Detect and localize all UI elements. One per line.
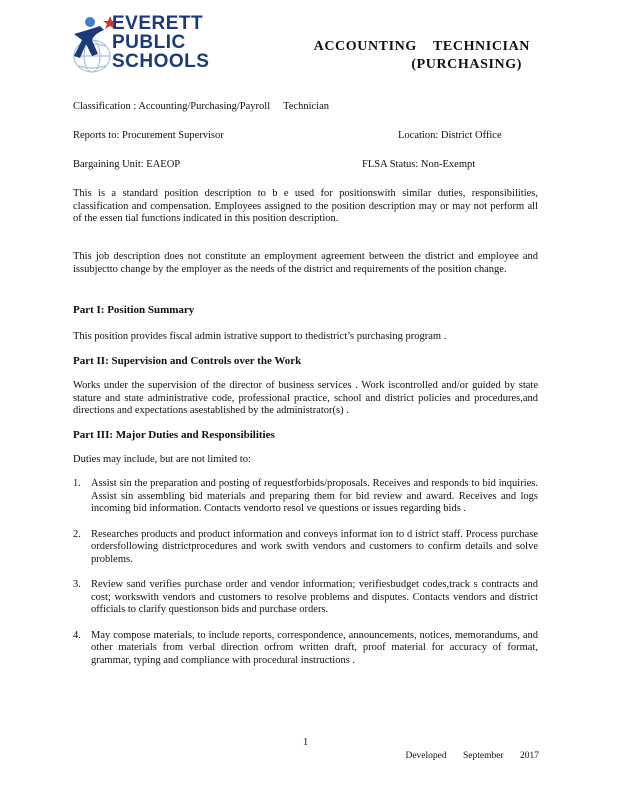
title-line-2: (PURCHASING) xyxy=(411,57,522,72)
intro-paragraph-1: This is a standard position description to b e used for positionswith similar duties, responsibilities, classification and compensation. Employees assigned to the position description may or may not perform all of the essen tial functions indicated in this position description. xyxy=(73,188,538,224)
logo-line-public: PUBLIC xyxy=(112,32,186,53)
list-item xyxy=(73,630,538,668)
developed-date-footer: Developed September 2017 xyxy=(405,751,539,761)
classification-line: Classification : Accounting/Purchasing/Payroll Technician xyxy=(73,101,329,112)
part-1-text: This position provides fiscal admin istrative support to thedistrict’s purchasing program . xyxy=(73,331,447,342)
list-item-number: 1. xyxy=(73,478,81,489)
list-item xyxy=(73,478,538,516)
list-item xyxy=(73,579,538,617)
reports-to-line: Reports to: Procurement Supervisor xyxy=(73,130,224,141)
logo-text xyxy=(112,14,209,71)
flsa-status-line: FLSA Status: Non-Exempt xyxy=(362,159,476,170)
duties-list xyxy=(73,478,538,680)
globe-figure-icon xyxy=(70,12,118,78)
page-number: 1 xyxy=(303,737,309,748)
location-line: Location: District Office xyxy=(398,130,502,141)
list-item-number: 3. xyxy=(73,579,81,590)
title-line-1: ACCOUNTING TECHNICIAN xyxy=(313,39,530,54)
list-item xyxy=(73,529,538,567)
list-item-number: 4. xyxy=(73,629,81,641)
list-item-text: May compose materials, to include reports, correspondence, announcements, notices, memorandums, and other materials from verbal direction orfrom written draft, proof material for accuracy of format, grammar, typing and compliance with procedural instructions . xyxy=(91,629,538,666)
list-item-text: Researches products and product information and conveys informat ion to d istrict staff. Process purchase ordersfollowing districtprocedures and work swith vendors and customers to confirm details and solve problems. xyxy=(91,528,538,565)
everett-public-schools-logo xyxy=(70,12,240,80)
document-title xyxy=(314,38,530,74)
list-item-text: Review sand verifies purchase order and vendor information; verifiesbudget codes,track s contracts and cost; workswith vendors and customers to resolve problems and disputes. Contacts vendors and district officials to clarify questionson bids and purchase orders. xyxy=(91,579,538,615)
intro-paragraph-2: This job description does not constitute an employment agreement between the district and employee and issubjectto change by the employer as the needs of the district and requirements of the position change. xyxy=(73,251,538,275)
part-3-heading: Part III: Major Duties and Responsibilities xyxy=(73,429,275,441)
bargaining-unit-line: Bargaining Unit: EAEOP xyxy=(73,159,181,170)
duties-intro: Duties may include, but are not limited to: xyxy=(73,454,251,465)
part-1-heading: Part I: Position Summary xyxy=(73,304,195,316)
part-2-text: Works under the supervision of the director of business services . Work iscontrolled and/or guided by state stature and state administrative code, professional practice, school and district policies and procedures,and directions and expectations asestablished by the administrator(s) . xyxy=(73,380,538,416)
list-item-number: 2. xyxy=(73,528,81,540)
list-item-text: Assist sin the preparation and posting of requestforbids/proposals. Receives and responds to bid inquiries. Assist sin assembling bid materials and preparing them for bid review and award. Receives and logs incoming bid information. Contacts vendorto resol ve questions or issues regarding bids . xyxy=(91,478,538,514)
logo-line-everett: EVERETT xyxy=(112,13,204,34)
part-2-heading: Part II: Supervision and Controls over the Work xyxy=(73,355,302,367)
logo-line-schools: SCHOOLS xyxy=(112,51,210,72)
